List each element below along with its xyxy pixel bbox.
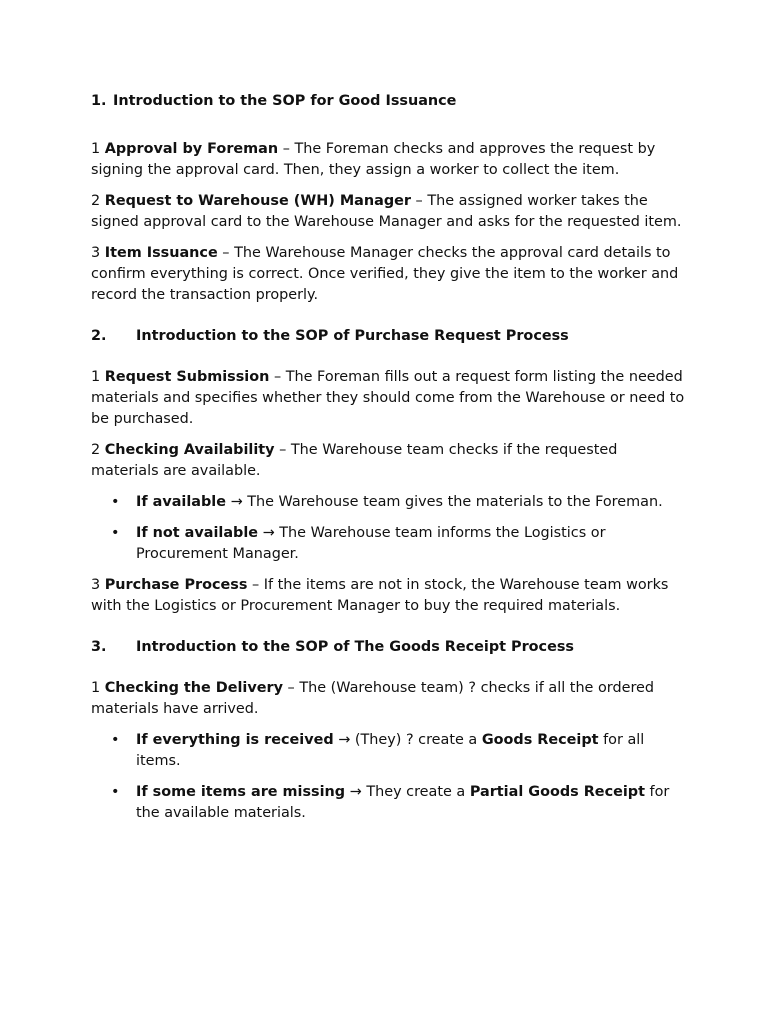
- bullet-icon: •: [111, 732, 120, 748]
- condition-text: for the available materials.: [136, 784, 670, 821]
- document-type-label: Goods Receipt: [481, 732, 599, 748]
- section-number: 1.: [91, 93, 107, 109]
- condition-text: → The Warehouse team gives the materials to the Foreman.: [226, 494, 663, 510]
- step-number: 3: [91, 245, 101, 261]
- section-title: Introduction to the SOP of Purchase Request Process: [136, 328, 569, 344]
- step-title: Request Submission: [104, 369, 270, 385]
- list-item: [91, 492, 686, 513]
- bullet-list: [91, 492, 686, 565]
- step-number: 1: [91, 141, 101, 157]
- step-paragraph: [91, 191, 686, 233]
- step-title: Checking Availability: [104, 442, 275, 458]
- document-type-label: Partial Goods Receipt: [469, 784, 645, 800]
- section-heading-3: [91, 637, 686, 658]
- section-title: Introduction to the SOP for Good Issuance: [113, 93, 457, 109]
- bullet-icon: •: [111, 494, 120, 510]
- bullet-icon: •: [111, 525, 120, 541]
- section-number: 3.: [91, 639, 107, 655]
- step-text: – The assigned worker takes the signed approval card to the Warehouse Manager and asks for the requested item.: [91, 193, 682, 230]
- step-number: 1: [91, 369, 101, 385]
- step-paragraph: [91, 678, 686, 720]
- list-item: [91, 523, 686, 565]
- condition-text: → They create a: [345, 784, 470, 800]
- condition-label: If not available: [136, 525, 259, 541]
- step-number: 2: [91, 442, 101, 458]
- condition-label: If everything is received: [136, 732, 334, 748]
- document-body: [91, 91, 686, 834]
- step-title: Checking the Delivery: [104, 680, 283, 696]
- bullet-list: [91, 730, 686, 824]
- step-title: Item Issuance: [104, 245, 218, 261]
- step-text: – The Warehouse Manager checks the approval card details to confirm everything is correct. Once verified, they give the item to the worker and record the transaction properly.: [91, 245, 679, 303]
- step-number: 3: [91, 577, 101, 593]
- section-number: 2.: [91, 328, 107, 344]
- step-text: – The Warehouse team checks if the requested materials are available.: [91, 442, 618, 479]
- step-text: – The Foreman fills out a request form listing the needed materials and specifies whether they should come from the Warehouse or need to be purchased.: [91, 369, 685, 427]
- step-title: Purchase Process: [104, 577, 248, 593]
- step-paragraph: [91, 440, 686, 482]
- list-item: [91, 730, 686, 772]
- section-title: Introduction to the SOP of The Goods Receipt Process: [136, 639, 574, 655]
- step-text: – The (Warehouse team) ? checks if all the ordered materials have arrived.: [91, 680, 655, 717]
- step-paragraph: [91, 367, 686, 430]
- step-paragraph: [91, 139, 686, 181]
- section-heading-1: [91, 91, 686, 112]
- section-heading-2: [91, 326, 686, 347]
- step-text: – If the items are not in stock, the Warehouse team works with the Logistics or Procurement Manager to buy the required materials.: [91, 577, 669, 614]
- step-title: Approval by Foreman: [104, 141, 279, 157]
- condition-label: If some items are missing: [136, 784, 346, 800]
- step-paragraph: [91, 243, 686, 306]
- condition-label: If available: [136, 494, 226, 510]
- step-number: 1: [91, 680, 101, 696]
- step-title: Request to Warehouse (WH) Manager: [104, 193, 411, 209]
- list-item: [91, 782, 686, 824]
- condition-text: → The Warehouse team informs the Logistics or Procurement Manager.: [136, 525, 606, 562]
- condition-text: for all items.: [136, 732, 645, 769]
- condition-text: → (They) ? create a: [333, 732, 482, 748]
- bullet-icon: •: [111, 784, 120, 800]
- step-paragraph: [91, 575, 686, 617]
- step-number: 2: [91, 193, 101, 209]
- step-text: – The Foreman checks and approves the request by signing the approval card. Then, they assign a worker to collect the item.: [91, 141, 656, 178]
